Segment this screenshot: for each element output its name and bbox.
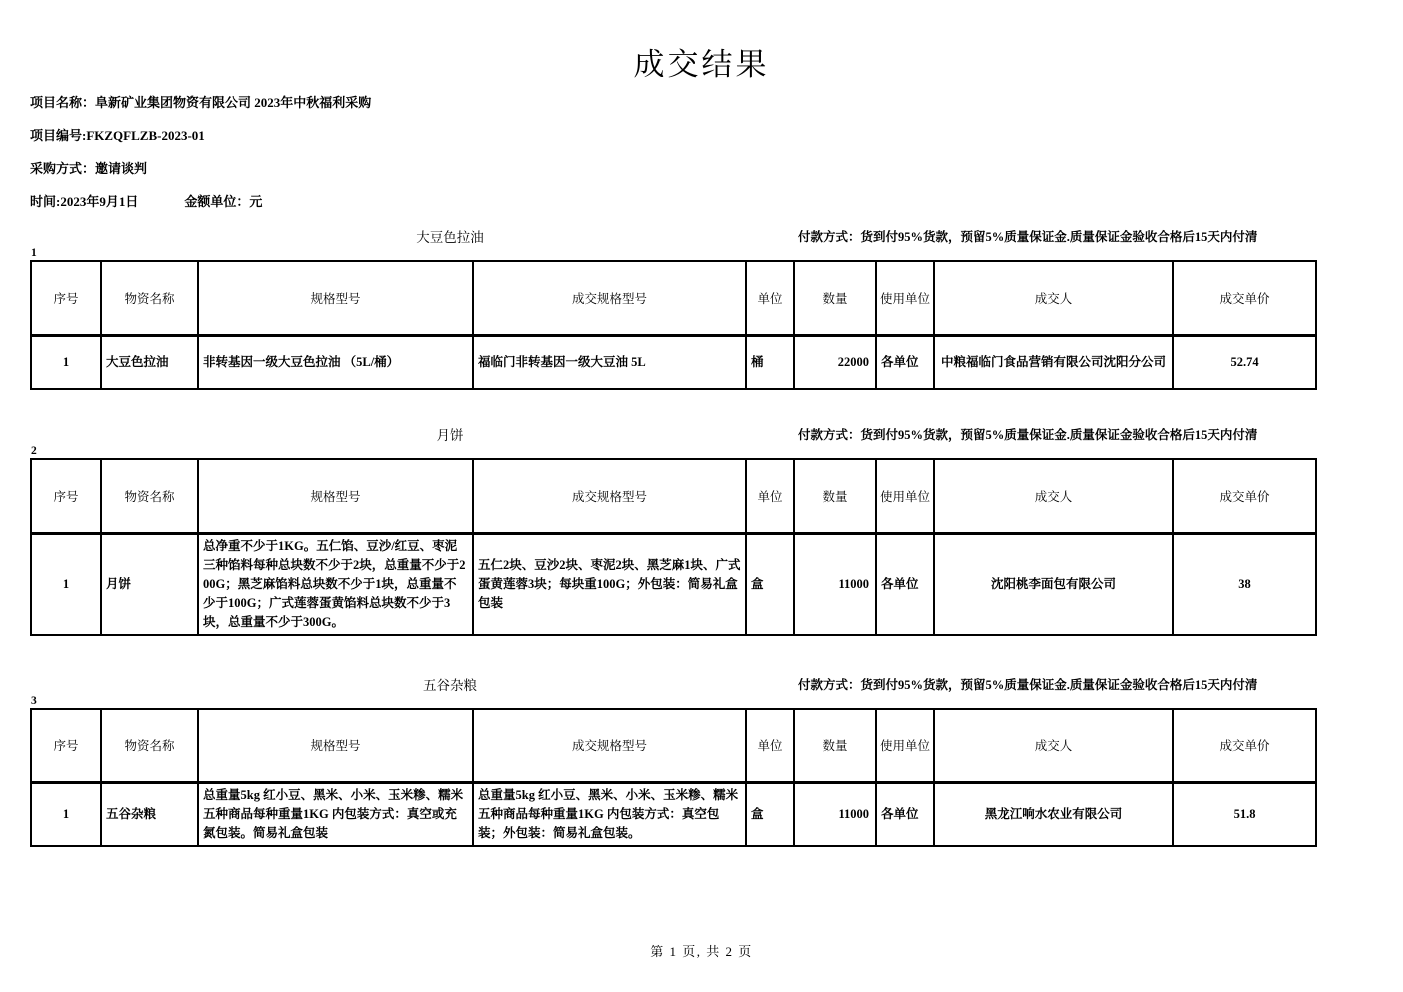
winner-cell: 中粮福临门食品营销有限公司沈阳分公司 <box>934 335 1173 389</box>
header-winner: 成交人 <box>934 459 1173 533</box>
unit-price-cell: 38 <box>1173 533 1316 635</box>
unit-cell: 桶 <box>746 335 794 389</box>
table-row <box>31 783 1316 847</box>
header-unit-price: 成交单价 <box>1173 261 1316 335</box>
quantity-cell: 22000 <box>794 335 876 389</box>
header-unit: 单位 <box>746 261 794 335</box>
table-row <box>31 335 1316 389</box>
winner-cell: 黑龙江响水农业有限公司 <box>934 783 1173 847</box>
header-winner: 成交人 <box>934 709 1173 783</box>
result-table-soybean-oil <box>30 260 1317 390</box>
material-name-cell: 月饼 <box>101 533 198 635</box>
deal-spec-cell: 五仁2块、豆沙2块、枣泥2块、黑芝麻1块、广式蛋黄莲蓉3块；每块重100G；外包装：简易礼盒包装 <box>473 533 746 635</box>
table-row <box>31 533 1316 635</box>
header-material-name: 物资名称 <box>101 709 198 783</box>
date-line <box>30 193 1403 210</box>
page-number: 第 1 页, 共 2 页 <box>650 944 753 959</box>
date-text: 时间:2023年9月1日 <box>30 194 139 209</box>
header-material-name: 物资名称 <box>101 261 198 335</box>
header-unit: 单位 <box>746 709 794 783</box>
use-unit-cell: 各单位 <box>876 335 934 389</box>
project-name-line: 项目名称：阜新矿业集团物资有限公司 2023年中秋福利采购 <box>30 95 372 110</box>
section-header-mooncake <box>0 424 1403 442</box>
unit-price-cell: 51.8 <box>1173 783 1316 847</box>
section-title: 月饼 <box>436 428 464 443</box>
use-unit-cell: 各单位 <box>876 533 934 635</box>
purchase-method-line: 采购方式：邀请谈判 <box>30 161 148 176</box>
header-winner: 成交人 <box>934 261 1173 335</box>
table-header-row <box>31 709 1316 783</box>
unit-cell: 盒 <box>746 783 794 847</box>
table-header-row <box>31 459 1316 533</box>
header-seq: 序号 <box>31 459 101 533</box>
header-use-unit: 使用单位 <box>876 261 934 335</box>
header-deal-spec: 成交规格型号 <box>473 459 746 533</box>
section-header-grains <box>0 674 1403 692</box>
header-deal-spec: 成交规格型号 <box>473 709 746 783</box>
document-meta <box>30 94 1403 210</box>
table-index-label: 3 <box>31 694 37 707</box>
section-header-soybean-oil <box>0 226 1403 244</box>
spec-cell: 总净重不少于1KG。五仁馅、豆沙/红豆、枣泥三种馅料每种总块数不少于2块，总重量不少于200G；黑芝麻馅料总块数不少于1块，总重量不少于100G；广式莲蓉蛋黄馅料总块数不少于3块，总重量不少于300G。 <box>198 533 473 635</box>
header-quantity: 数量 <box>794 261 876 335</box>
header-quantity: 数量 <box>794 709 876 783</box>
header-use-unit: 使用单位 <box>876 709 934 783</box>
spec-cell: 非转基因一级大豆色拉油 （5L/桶） <box>198 335 473 389</box>
result-table-mooncake <box>30 458 1317 636</box>
deal-spec-cell: 总重量5kg 红小豆、黑米、小米、玉米糁、糯米五种商品每种重量1KG 内包装方式：真空包装；外包装：简易礼盒包装。 <box>473 783 746 847</box>
quantity-cell: 11000 <box>794 783 876 847</box>
deal-spec-cell: 福临门非转基因一级大豆油 5L <box>473 335 746 389</box>
project-code-line: 项目编号:FKZQFLZB-2023-01 <box>30 128 205 143</box>
quantity-cell: 11000 <box>794 533 876 635</box>
table-index-label: 2 <box>31 445 37 457</box>
payment-note: 付款方式：货到付95%货款，预留5%质量保证金.质量保证金验收合格后15天内付清 <box>798 230 1258 244</box>
header-seq: 序号 <box>31 261 101 335</box>
material-name-cell: 五谷杂粮 <box>101 783 198 847</box>
header-unit-price: 成交单价 <box>1173 459 1316 533</box>
spec-cell: 总重量5kg 红小豆、黑米、小米、玉米糁、糯米五种商品每种重量1KG 内包装方式：真空或充氮包装。简易礼盒包装 <box>198 783 473 847</box>
header-unit: 单位 <box>746 459 794 533</box>
section-title: 五谷杂粮 <box>423 677 477 693</box>
seq-cell: 1 <box>31 533 101 635</box>
header-unit-price: 成交单价 <box>1173 709 1316 783</box>
unit-price-cell: 52.74 <box>1173 335 1316 389</box>
table-header-row <box>31 261 1316 335</box>
header-seq: 序号 <box>31 709 101 783</box>
currency-unit-text: 金额单位：元 <box>184 194 263 209</box>
material-name-cell: 大豆色拉油 <box>101 335 198 389</box>
result-table-grains <box>30 708 1317 848</box>
header-material-name: 物资名称 <box>101 459 198 533</box>
page-title: 成交结果 <box>633 47 770 82</box>
unit-cell: 盒 <box>746 533 794 635</box>
header-quantity: 数量 <box>794 459 876 533</box>
header-use-unit: 使用单位 <box>876 459 934 533</box>
header-spec: 规格型号 <box>198 709 473 783</box>
section-title: 大豆色拉油 <box>416 230 484 245</box>
payment-note: 付款方式：货到付95%货款，预留5%质量保证金.质量保证金验收合格后15天内付清 <box>798 428 1258 442</box>
header-spec: 规格型号 <box>198 261 473 335</box>
table-index-label: 1 <box>31 247 37 259</box>
header-spec: 规格型号 <box>198 459 473 533</box>
payment-note: 付款方式：货到付95%货款，预留5%质量保证金.质量保证金验收合格后15天内付清 <box>798 677 1258 692</box>
header-deal-spec: 成交规格型号 <box>473 261 746 335</box>
use-unit-cell: 各单位 <box>876 783 934 847</box>
seq-cell: 1 <box>31 783 101 847</box>
seq-cell: 1 <box>31 335 101 389</box>
winner-cell: 沈阳桃李面包有限公司 <box>934 533 1173 635</box>
